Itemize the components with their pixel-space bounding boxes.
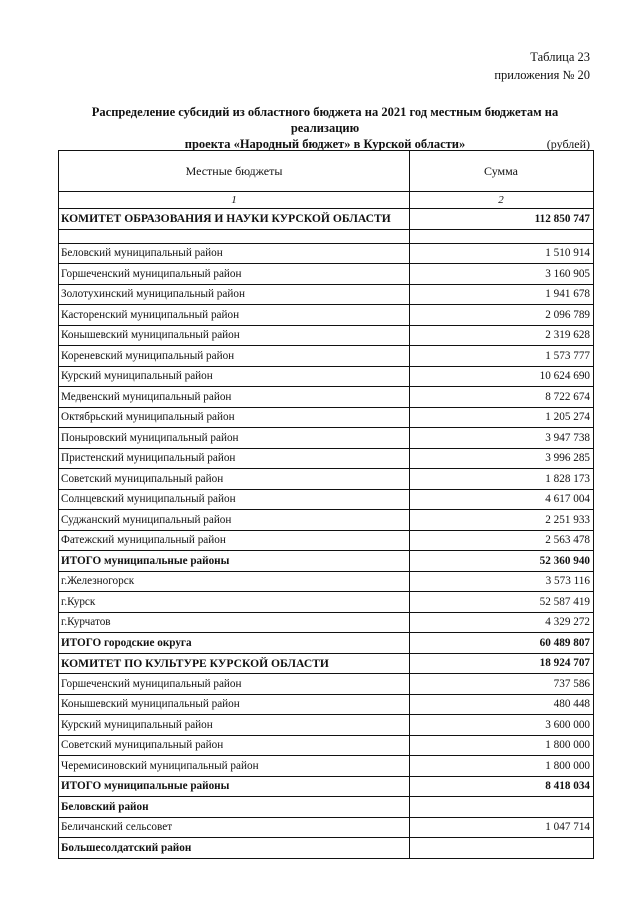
table-row <box>59 694 594 715</box>
row-sum: 112 850 747 <box>410 209 594 230</box>
row-sum: 2 096 789 <box>410 305 594 326</box>
table-row <box>59 448 594 469</box>
table-row <box>59 325 594 346</box>
row-name: Курский муниципальный район <box>59 715 410 736</box>
table-row <box>59 571 594 592</box>
column-number-2: 2 <box>410 192 594 209</box>
table-row <box>59 407 594 428</box>
table-row <box>59 243 594 264</box>
row-sum: 60 489 807 <box>410 633 594 654</box>
row-name: Черемисиновский муниципальный район <box>59 756 410 777</box>
row-name: Золотухинский муниципальный район <box>59 284 410 305</box>
row-name: Конышевский муниципальный район <box>59 694 410 715</box>
column-number-1: 1 <box>59 192 410 209</box>
row-sum: 52 587 419 <box>410 592 594 613</box>
row-sum: 1 800 000 <box>410 756 594 777</box>
section-row-culture-committee <box>59 653 594 674</box>
row-name: ИТОГО муниципальные районы <box>59 551 410 572</box>
row-name: Конышевский муниципальный район <box>59 325 410 346</box>
spacer-row <box>59 229 594 243</box>
row-name: Медвенский муниципальный район <box>59 387 410 408</box>
table-row <box>59 264 594 285</box>
row-sum: 480 448 <box>410 694 594 715</box>
row-name: КОМИТЕТ ОБРАЗОВАНИЯ И НАУКИ КУРСКОЙ ОБЛАСТИ <box>59 209 410 230</box>
row-name: Кореневский муниципальный район <box>59 346 410 367</box>
row-sum: 1 205 274 <box>410 407 594 428</box>
row-name: Советский муниципальный район <box>59 469 410 490</box>
row-sum: 737 586 <box>410 674 594 695</box>
table-row <box>59 530 594 551</box>
row-sum: 1 573 777 <box>410 346 594 367</box>
row-name: Курский муниципальный район <box>59 366 410 387</box>
row-name: Суджанский муниципальный район <box>59 510 410 531</box>
table-row <box>59 428 594 449</box>
subtotal-row <box>59 633 594 654</box>
row-name: Беловский муниципальный район <box>59 243 410 264</box>
table-header-row <box>59 151 594 192</box>
row-sum: 8 722 674 <box>410 387 594 408</box>
units-label: (рублей) <box>546 137 590 151</box>
row-sum: 3 160 905 <box>410 264 594 285</box>
row-name: Касторенский муниципальный район <box>59 305 410 326</box>
row-sum <box>410 797 594 818</box>
subtotal-row <box>59 551 594 572</box>
title-line-1: Распределение субсидий из областного бюджета на 2021 год местным бюджетам на реализацию <box>91 105 559 135</box>
row-sum: 3 947 738 <box>410 428 594 449</box>
row-name: Поныровский муниципальный район <box>59 428 410 449</box>
row-name: Октябрьский муниципальный район <box>59 407 410 428</box>
document-title <box>60 104 590 152</box>
row-name: Советский муниципальный район <box>59 735 410 756</box>
table-row <box>59 612 594 633</box>
row-sum: 18 924 707 <box>410 653 594 674</box>
row-name: Беловский район <box>59 797 410 818</box>
row-name: Солнцевский муниципальный район <box>59 489 410 510</box>
row-name: Большесолдатский район <box>59 838 410 859</box>
table-row <box>59 284 594 305</box>
section-row-education-committee <box>59 209 594 230</box>
row-name: г.Курчатов <box>59 612 410 633</box>
row-sum: 4 617 004 <box>410 489 594 510</box>
table-row <box>59 756 594 777</box>
column-header-budgets: Местные бюджеты <box>59 151 410 192</box>
row-sum <box>410 838 594 859</box>
table-row <box>59 489 594 510</box>
table-reference <box>494 48 590 84</box>
table-row <box>59 510 594 531</box>
row-sum: 1 047 714 <box>410 817 594 838</box>
column-header-sum: Сумма <box>410 151 594 192</box>
row-name: Горшеченский муниципальный район <box>59 674 410 695</box>
row-sum: 10 624 690 <box>410 366 594 387</box>
table-row <box>59 366 594 387</box>
row-sum: 4 329 272 <box>410 612 594 633</box>
row-sum: 2 319 628 <box>410 325 594 346</box>
table-row <box>59 346 594 367</box>
row-name: Пристенский муниципальный район <box>59 448 410 469</box>
row-name: КОМИТЕТ ПО КУЛЬТУРЕ КУРСКОЙ ОБЛАСТИ <box>59 653 410 674</box>
subsidy-table <box>58 150 594 859</box>
table-row <box>59 305 594 326</box>
table-row <box>59 674 594 695</box>
row-sum: 1 800 000 <box>410 735 594 756</box>
row-name: Беличанский сельсовет <box>59 817 410 838</box>
row-sum: 52 360 940 <box>410 551 594 572</box>
row-sum: 1 941 678 <box>410 284 594 305</box>
title-line-2: проекта «Народный бюджет» в Курской области» <box>184 137 466 151</box>
row-sum: 2 251 933 <box>410 510 594 531</box>
row-name: Фатежский муниципальный район <box>59 530 410 551</box>
table-row <box>59 592 594 613</box>
row-sum: 3 600 000 <box>410 715 594 736</box>
district-heading-row <box>59 797 594 818</box>
column-number-row <box>59 192 594 209</box>
table-row <box>59 715 594 736</box>
row-name: ИТОГО городские округа <box>59 633 410 654</box>
table-row <box>59 387 594 408</box>
table-row <box>59 735 594 756</box>
row-name: г.Железногорск <box>59 571 410 592</box>
table-number: Таблица 23 <box>530 50 590 64</box>
row-sum: 3 996 285 <box>410 448 594 469</box>
row-sum: 8 418 034 <box>410 776 594 797</box>
row-sum: 1 828 173 <box>410 469 594 490</box>
row-sum: 3 573 116 <box>410 571 594 592</box>
row-sum: 1 510 914 <box>410 243 594 264</box>
table-row <box>59 817 594 838</box>
district-heading-row <box>59 838 594 859</box>
row-sum: 2 563 478 <box>410 530 594 551</box>
row-name: Горшеченский муниципальный район <box>59 264 410 285</box>
row-name: ИТОГО муниципальные районы <box>59 776 410 797</box>
row-name: г.Курск <box>59 592 410 613</box>
appendix-reference: приложения № 20 <box>494 68 590 82</box>
table-row <box>59 469 594 490</box>
subtotal-row <box>59 776 594 797</box>
